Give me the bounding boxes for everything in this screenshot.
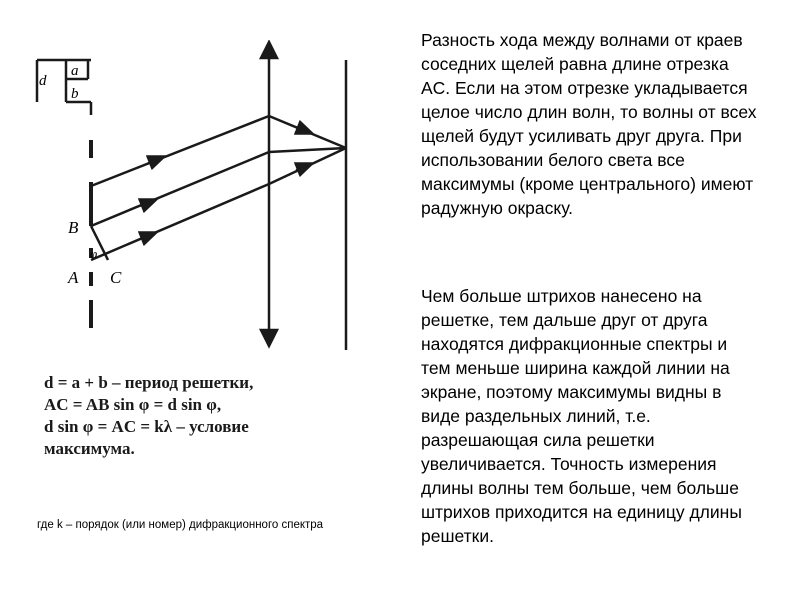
- ray-arrows: [140, 127, 306, 239]
- label-a: a: [71, 63, 79, 79]
- label-A: A: [68, 268, 79, 287]
- diffraction-grating-diagram: [28, 40, 368, 360]
- label-C: C: [110, 268, 122, 287]
- label-b: b: [71, 86, 79, 102]
- formula-block: [44, 372, 374, 460]
- formula-line-2: AC = AB sin φ = d sin φ,: [44, 395, 222, 414]
- label-B: B: [68, 218, 79, 237]
- paragraph-resolving-power: Чем больше штрихов нанесено на решетке, тем дальше друг от друга находятся дифракционные спектры и тем меньше ширина каждой линии на экране, поэтому максимумы видны в виде раздельных линий, т.е. разрешающая сила решетки увеличивается. Точность измерения длины волны тем больше, чем больше штрихов приходится на единицу длины решетки.: [421, 286, 742, 546]
- label-phi: φ: [90, 246, 98, 261]
- formula-line-1: d = a + b – период решетки,: [44, 373, 254, 392]
- lens: [261, 42, 277, 346]
- footnote: где k – порядок (или номер) дифракционного спектра: [37, 519, 324, 531]
- formula-line-4: максимума.: [44, 439, 135, 458]
- light-rays: [91, 116, 346, 260]
- label-d: d: [39, 73, 47, 89]
- paragraph-path-difference: Разность хода между волнами от краев соседних щелей равна длине отрезка AC. Если на этом отрезке укладывается целое число длин волн, то волны от всех щелей будут усиливать друг друга. При использовании белого света все максимумы (кроме центрального) имеют радужную окраску.: [421, 30, 757, 218]
- formula-line-3: d sin φ = AC = kλ – условие: [44, 417, 249, 436]
